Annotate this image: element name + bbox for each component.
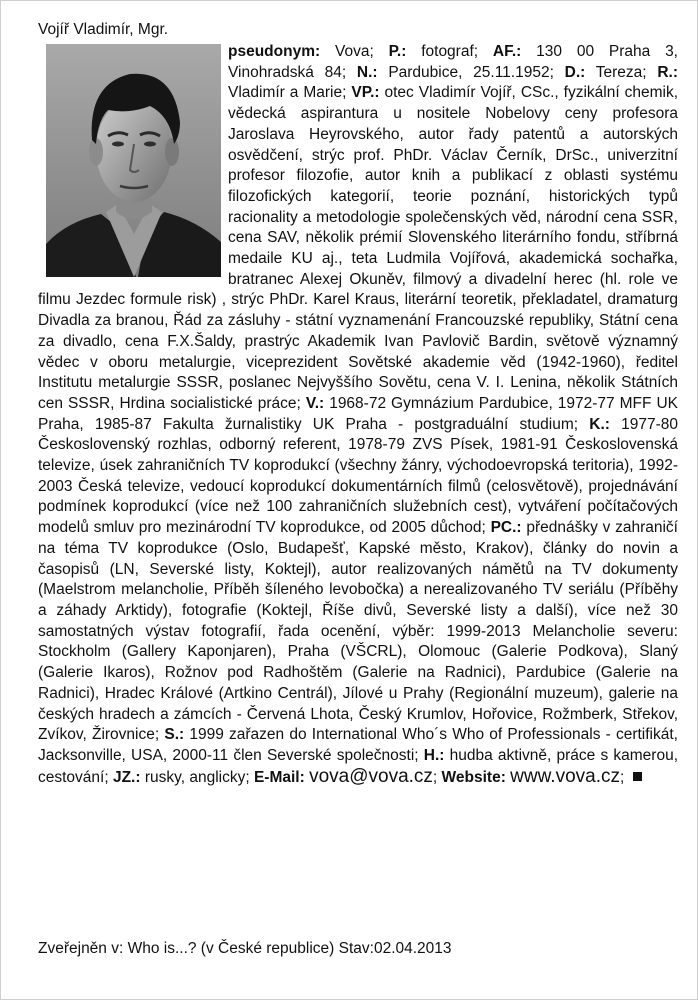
value-pseudonym: Vova; bbox=[320, 43, 389, 60]
value-memberships: 1999 zařazen do International Who´s Who of Professionals - certifikát, Jacksonville, USA, 2000-11 člen Severské společnosti; bbox=[38, 726, 678, 764]
value-career: 1977-80 Československý rozhlas, odborný referent, 1978-79 ZVS Písek, 1981-91 Československá televize, úsek zahraničních TV koprodukcí (všechny žánry, východoevropská teritoria), 1992-2003 Česká televize, vedoucí koprodukcí dokumentárních filmů (celosvětově), projednávání podmínek koprodukcí (více než 100 zahraničních služebních cest), vytváření počítačových modelů smluv pro mezinárodní TV koprodukce, od 2005 důchod; bbox=[38, 415, 678, 537]
label-career: K.: bbox=[589, 415, 610, 433]
end-square-icon bbox=[633, 772, 642, 781]
label-children: D.: bbox=[564, 63, 586, 81]
biography-entry bbox=[38, 42, 678, 788]
value-address: 130 00 Praha 3, Vinohradská 84; bbox=[228, 43, 678, 81]
label-email: E-Mail: bbox=[253, 768, 305, 786]
separator-email: ; bbox=[432, 768, 442, 786]
label-memberships: S.: bbox=[164, 726, 185, 744]
value-parents: Vladimír a Marie; bbox=[228, 84, 352, 102]
value-education: 1968-72 Gymnázium Pardubice, 1972-77 MFF UK Praha, 1985-87 Fakulta žurnalistiky UK Praha - postgraduální studium; bbox=[38, 394, 679, 433]
value-works: přednášky v zahraničí na téma TV koprodukce (Oslo, Budapešť, Kapské město, Krakov), články do novin a časopisů (LN, Severské listy, Koktejl), autor realizovaných námětů na TV dokumenty (Maelstrom melancholie, Příběh šíleného levobočka) a nerealizovaného TV seriálu (Příběhy a záhady Arktidy), fotografie (Koktejl, Říše divů, Severské listy a další), více než 30 samostatných výstav fotografií, řada ocenění, výběr: 1999-2013 Melancholie severu: Stockholm (Gallery Kaponjaren), Praha (VŠCRL), Olomouc (Galerie Podkova), Slaný (Galerie Ikaros), Rožnov pod Radhoštěm (Galerie na Radnici), Pardubice (Galerie na Radnici), Hradec Králové (Artkino Centrál), Jílové u Prahy (Regionální muzeum), galerie na českých hradech a zámcích - Červená Lhota, Český Krumlov, Hořovice, Rožmberk, Střekov, Zvíkov, Žirovnice; bbox=[38, 519, 678, 744]
separator-website: ; bbox=[619, 768, 629, 786]
label-hobbies: H.: bbox=[423, 746, 445, 764]
publication-footer: Zveřejněn v: Who is...? (v České republice) Stav:02.04.2013 bbox=[38, 940, 452, 957]
value-born: Pardubice, 25.11.1952; bbox=[377, 63, 565, 81]
value-relatives: otec Vladimír Vojíř, CSc., fyzikální chemik, vědecká aspirantura u nositele Nobelovy ceny profesora Jaroslava Heyrovského, autor řady patentů a autorských osvědčení, strýc prof. PhDr. Václav Černík, DrSc., univerzitní profesor filozofie, autor knih a publikací z oblasti systému filozofických kategorií, teorie poznání, historických typů racionality a metodologie společenských věd, národní cena SSR, cena SAV, několik prémií Slovenského literárního fondu, stříbrná medaile KU aj., teta Ludmila Vojířová, akademická sochařka, bratranec Alexej Okuněv, filmový a divadelní herec (hl. role ve filmu Jezdec formule risk) , strýc PhDr. Karel Kraus, literární teoretik, překladatel, dramaturg Divadla za branou, Řád za zásluhy - státní vyznamenání Francouzské republiky, Státní cena za divadlo, cena F.X.Šaldy, prastrýc Akademik Ivan Pavlovič Bardin, světově významný vědec v oboru metalurgie, viceprezident Sovětské akademie věd (1942-1960), ředitel Institutu metalurgie SSSR, poslanec Nejvyššího Sovětu, cena V. I. Lenina, několik Státních cen SSSR, Hrdina socialistické práce; bbox=[38, 84, 679, 412]
label-education: V.: bbox=[305, 394, 325, 412]
label-website: Website: bbox=[441, 768, 506, 786]
person-name: Vojíř Vladimír, Mgr. bbox=[38, 21, 169, 38]
label-works: PC.: bbox=[490, 519, 522, 537]
email-link[interactable]: vova@vova.cz bbox=[309, 765, 433, 787]
value-languages: rusky, anglicky; bbox=[140, 768, 254, 786]
value-profession: fotograf; bbox=[406, 43, 493, 60]
label-profession: P.: bbox=[388, 43, 407, 60]
photo-spacer bbox=[38, 42, 228, 290]
label-pseudonym: pseudonym: bbox=[228, 43, 321, 60]
label-born: N.: bbox=[356, 63, 378, 81]
value-children: Tereza; bbox=[585, 63, 658, 81]
label-relatives: VP.: bbox=[351, 84, 380, 102]
website-link[interactable]: www.vova.cz bbox=[510, 765, 620, 787]
value-hobbies: hudba aktivně, práce s kamerou, cestování; bbox=[38, 746, 678, 786]
label-address: AF.: bbox=[492, 43, 522, 60]
label-languages: JZ.: bbox=[112, 768, 141, 786]
label-parents: R.: bbox=[657, 63, 678, 81]
